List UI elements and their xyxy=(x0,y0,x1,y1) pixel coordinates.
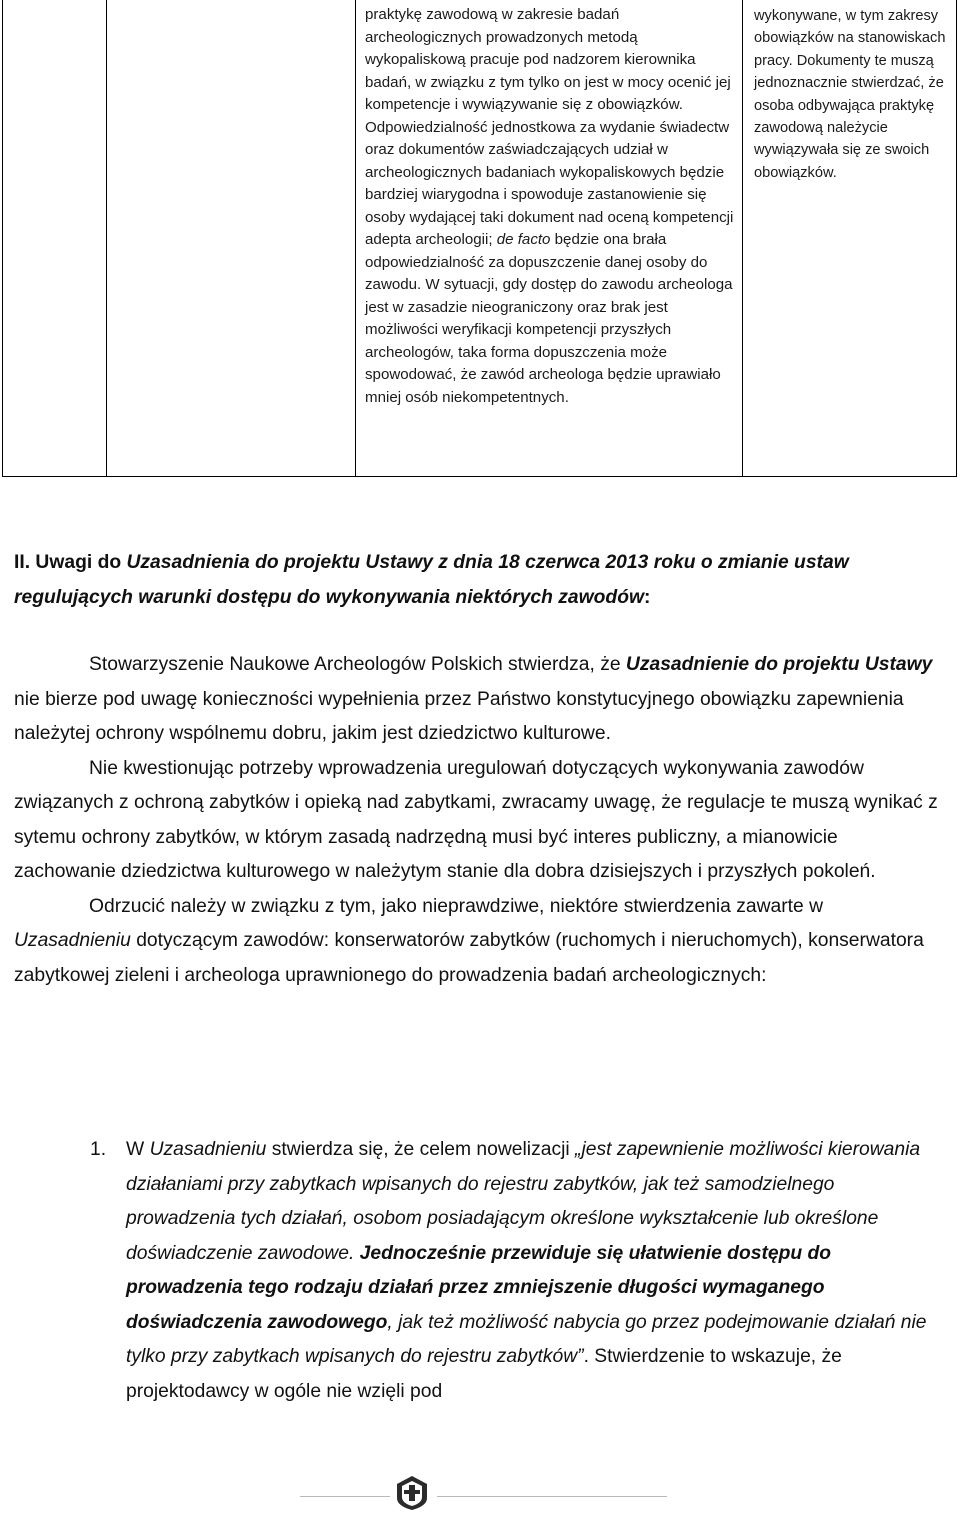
list-number: 1. xyxy=(90,1139,107,1160)
table-cell-text-col4: wykonywane, w tym zakresy obowiązków na stanowiskach pracy. Dokumenty te muszą jednoznacznie stwierdzać, że osoba odbywająca praktykę zawodową należycie wywiązywała się ze swoich obowiązków. xyxy=(754,8,946,181)
footer-divider-right xyxy=(437,1496,667,1497)
table-cell-text-col3: praktykę zawodową w zakresie badań archeologicznych prowadzonych metodą wykopaliskową pracuje pod nadzorem kierownika badań, w związku z tym tylko on jest w mocy ocenić jej kompetencje i wywiązywanie się z obowiązków. Odpowiedzialność jednostkowa za wydanie świadectw oraz dokumentów zaświadczających udział w archeologicznych badaniach wykopaliskowych będzie bardziej wiarygodna i spowoduje zastanowienie się osoby wydającej taki dokument nad oceną kompetencji adepta archeologii; de facto będzie ona brała odpowiedzialność za dopuszczenie danej osoby do zawodu. W sytuacji, gdy dostęp do zawodu archeologa jest w zasadzie nieograniczony oraz brak jest możliwości weryfikacji kompetencji przyszłych archeologów, taka forma dopuszczenia może spowodować, że zawód archeologa będzie uprawiało mniej osób niekompetentnych. xyxy=(365,6,734,406)
body-paragraphs xyxy=(14,648,944,993)
list-item: W Uzasadnieniu stwierdza się, że celem nowelizacji „jest zapewnienie możliwości kierowania działaniami przy zabytkach wpisanych do rejestru zabytków, jak też samodzielnego prowadzenia tych działań, osobom posiadającym określone wykształcenie lub określone doświadczenie zawodowe. Jednocześnie przewiduje się ułatwienie dostępu do prowadzenia tego rodzaju działań przez zmniejszenie długości wymaganego doświadczenia zawodowego, jak też możliwość nabycia go przez podejmowanie działań nie tylko przy zabytkach wpisanych do rejestru zabytków”. Stwierdzenie to wskazuje, że projektodawcy w ogóle nie wzięli pod xyxy=(126,1139,927,1402)
section-heading: II. Uwagi do Uzasadnienia do projektu Ustawy z dnia 18 czerwca 2013 roku o zmianie ustaw regulujących warunki dostępu do wykonywania niektórych zawodów: xyxy=(14,552,849,608)
snap-logo-icon xyxy=(393,1474,431,1512)
table-column-2 xyxy=(106,0,356,476)
snap-logo-graphic xyxy=(393,1474,431,1512)
numbered-list xyxy=(90,1133,940,1409)
table-column-1 xyxy=(3,0,106,476)
paragraph-1: Stowarzyszenie Naukowe Archeologów Polskich stwierdza, że Uzasadnienie do projektu Ustawy nie bierze pod uwagę konieczności wypełnienia przez Państwo konstytucyjnego obowiązku zapewnienia należytej ochrony wspólnemu dobru, jakim jest dziedzictwo kulturowe. xyxy=(14,654,933,744)
paragraph-3: Odrzucić należy w związku z tym, jako nieprawdziwe, niektóre stwierdzenia zawarte w Uzasadnieniu dotyczącym zawodów: konserwatorów zabytków (ruchomych i nieruchomych), konserwatora zabytkowej zieleni i archeologa uprawnionego do prowadzenia badań archeologicznych: xyxy=(14,895,924,986)
table-column-4 xyxy=(742,0,957,476)
paragraph-2: Nie kwestionując potrzeby wprowadzenia uregulowań dotyczących wykonywania zawodów związanych z ochroną zabytków i opieką nad zabytkami, zwracamy uwagę, że regulacje te muszą wynikać z sytemu ochrony zabytków, w którym zasadą nadrzędną musi być interes publiczny, a mianowicie zachowanie dziedzictwa kulturowego w należytym stanie dla dobra dzisiejszych i przyszłych pokoleń. xyxy=(14,757,938,882)
footer-divider-left xyxy=(300,1496,390,1497)
table-column-3 xyxy=(355,0,743,476)
comparison-table xyxy=(2,0,957,477)
